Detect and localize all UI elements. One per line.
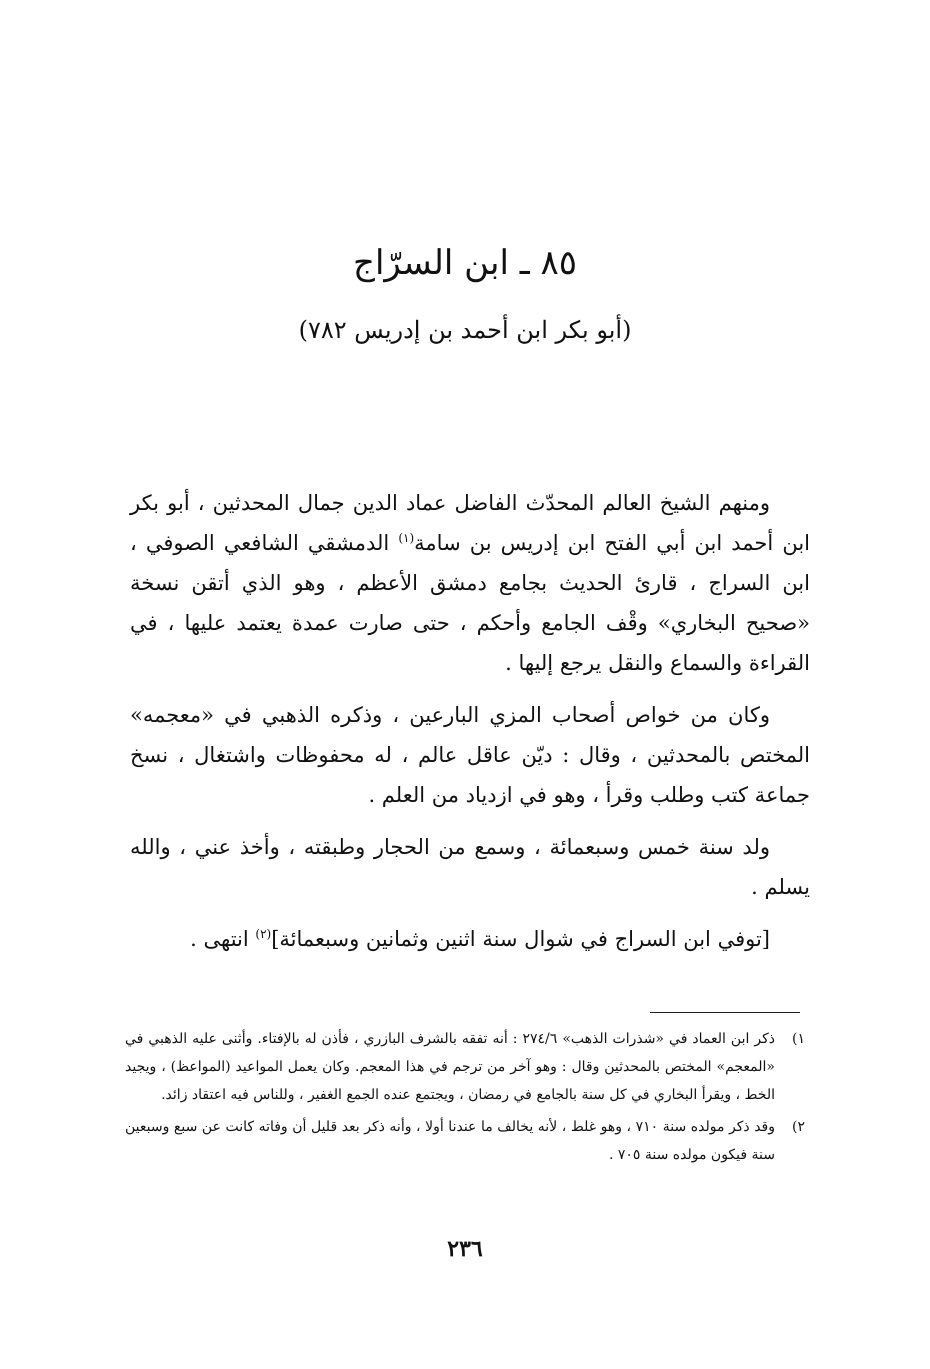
page-number: ٢٣٦ xyxy=(447,1236,483,1262)
footnote-number: ١) xyxy=(792,1031,805,1047)
paragraph-4-part-a: [توفي ابن السراج في شوال سنة اثنين وثمانين وسبعمائة] xyxy=(271,927,770,951)
footnote-ref-2: (٢) xyxy=(255,927,272,941)
footnote-1 xyxy=(125,1025,805,1109)
paragraph-2: وكان من خواص أصحاب المزي البارعين ، وذكره الذهبي في «معجمه» المختص بالمحدثين ، وقال : ديّن عاقل عالم ، له محفوظات واشتغال ، نسخ جماعة كتب وطلب وقرأ ، وهو في ازدياد من العلم . xyxy=(130,703,810,807)
main-text xyxy=(130,483,810,971)
paragraph-4-part-b: انتهى . xyxy=(190,927,256,951)
footnotes xyxy=(125,1025,805,1173)
chapter-title: ٨٥ ـ ابن السرّاج xyxy=(353,243,577,283)
footnote-text: ذكر ابن العماد في «شذرات الذهب» ٢٧٤/٦ : أنه تفقه بالشرف البازري ، فأذن له بالإفتاء. وأثنى عليه الذهبي في «المعجم» المختص بالمحدثين وقال : وهو آخر من ترجم في هذا المعجم. وكان يعمل المواعيد (المواعظ) ، ويجيد الخط ، ويقرأ البخاري في كل سنة بالجامع في رمضان ، ويجتمع عنده الجمع الغفير ، وللناس فيه اعتقاد زائد. xyxy=(125,1031,775,1103)
footnote-divider xyxy=(650,1012,800,1013)
footnote-2 xyxy=(125,1113,805,1169)
footnote-ref-1: (١) xyxy=(398,531,415,545)
paragraph-1 xyxy=(130,483,810,683)
paragraph-3: ولد سنة خمس وسبعمائة ، وسمع من الحجار وطبقته ، وأخذ عني ، والله يسلم . xyxy=(130,835,810,899)
paragraph-4 xyxy=(130,919,810,959)
paragraph-1-part-b: الدمشقي الشافعي الصوفي ، ابن السراج ، قارئ الحديث بجامع دمشق الأعظم ، وهو الذي أتقن نسخة «صحيح البخاري» وقْف الجامع وأحكم ، حتى صارت عمدة يعتمد عليها ، في القراءة والسماع والنقل يرجع إليها . xyxy=(130,531,810,675)
chapter-subtitle: (أبو بكر ابن أحمد بن إدريس ٧٨٢) xyxy=(298,316,632,344)
footnote-number: ٢) xyxy=(792,1119,805,1135)
footnote-text: وقد ذكر مولده سنة ٧١٠ ، وهو غلط ، لأنه يخالف ما عندنا أولا ، وأنه ذكر بعد قليل أن وفاته كانت عن سبع وسبعين سنة فيكون مولده سنة ٧٠٥ . xyxy=(125,1119,776,1163)
paragraph-1-part-a: ومنهم الشيخ العالم المحدّث الفاضل عماد الدين جمال المحدثين ، أبو بكر ابن أحمد ابن أبي الفتح ابن إدريس بن سامة xyxy=(130,491,810,555)
